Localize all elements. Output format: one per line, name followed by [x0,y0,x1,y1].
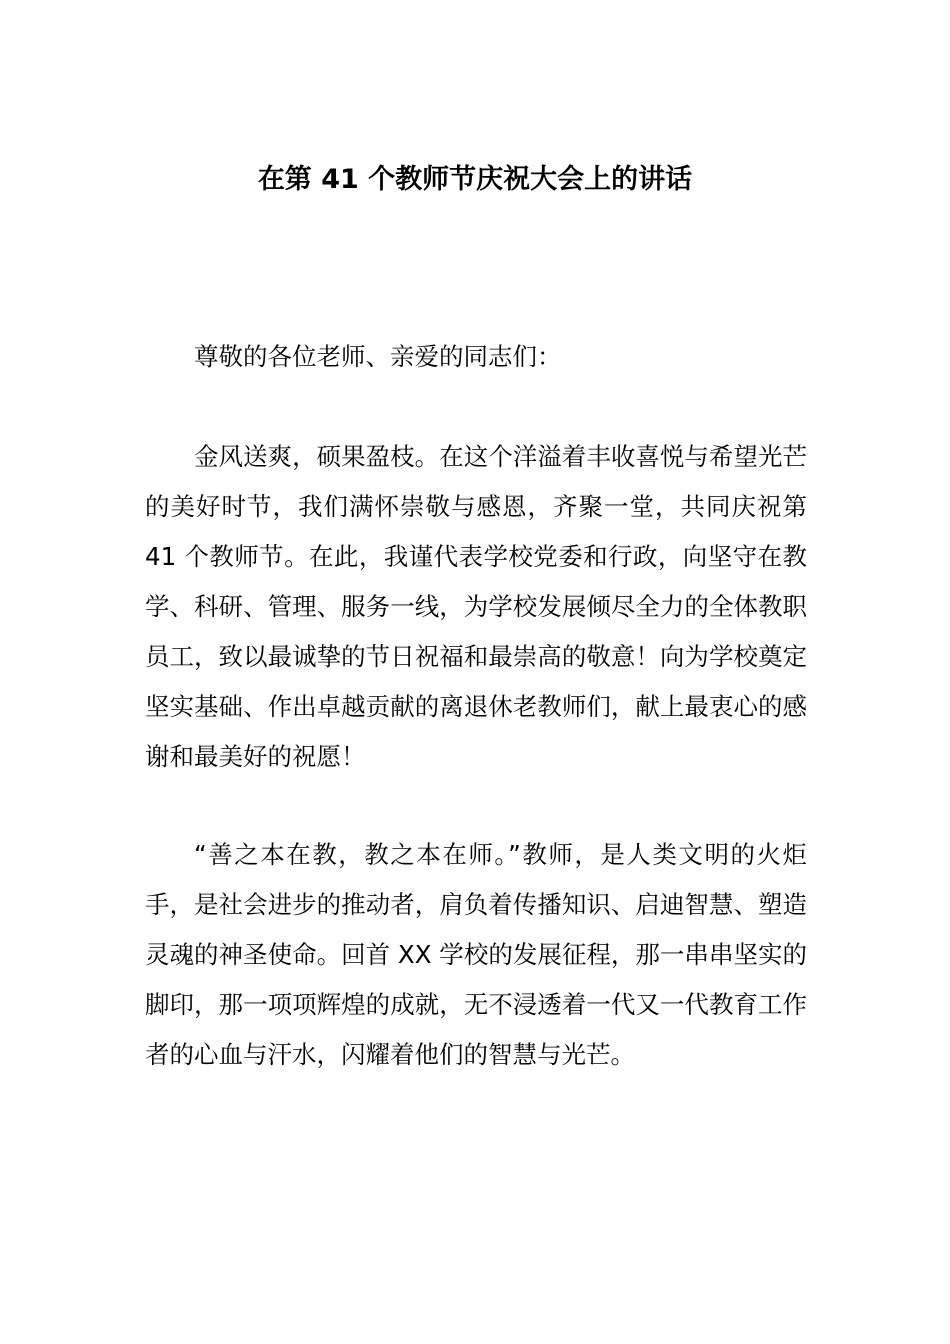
paragraph-1: 金风送爽，硕果盈枝。在这个洋溢着丰收喜悦与希望光芒的美好时节，我们满怀崇敬与感恩，齐聚一堂，共同庆祝第 41 个教师节。在此，我谨代表学校党委和行政，向坚守在教学、科研、管理、服务一线，为学校发展倾尽全力的全体教职员工，致以最诚挚的节日祝福和最崇高的敬意！向为学校奠定坚实基础、作出卓越贡献的离退休老教师们，献上最衷心的感谢和最美好的祝愿！ [145,442,807,771]
salutation: 尊敬的各位老师、亲爱的同志们： [194,342,562,371]
paragraph-2: “善之本在教，教之本在师。”教师，是人类文明的火炬手，是社会进步的推动者，肩负着传播知识、启迪智慧、塑造灵魂的神圣使命。回首 XX 学校的发展征程，那一串串坚实的脚印，那一项项辉煌的成就，无不浸透着一代又一代教育工作者的心血与汗水，闪耀着他们的智慧与光芒。 [145,840,807,1069]
document-title: 在第 41 个教师节庆祝大会上的讲话 [257,164,693,195]
